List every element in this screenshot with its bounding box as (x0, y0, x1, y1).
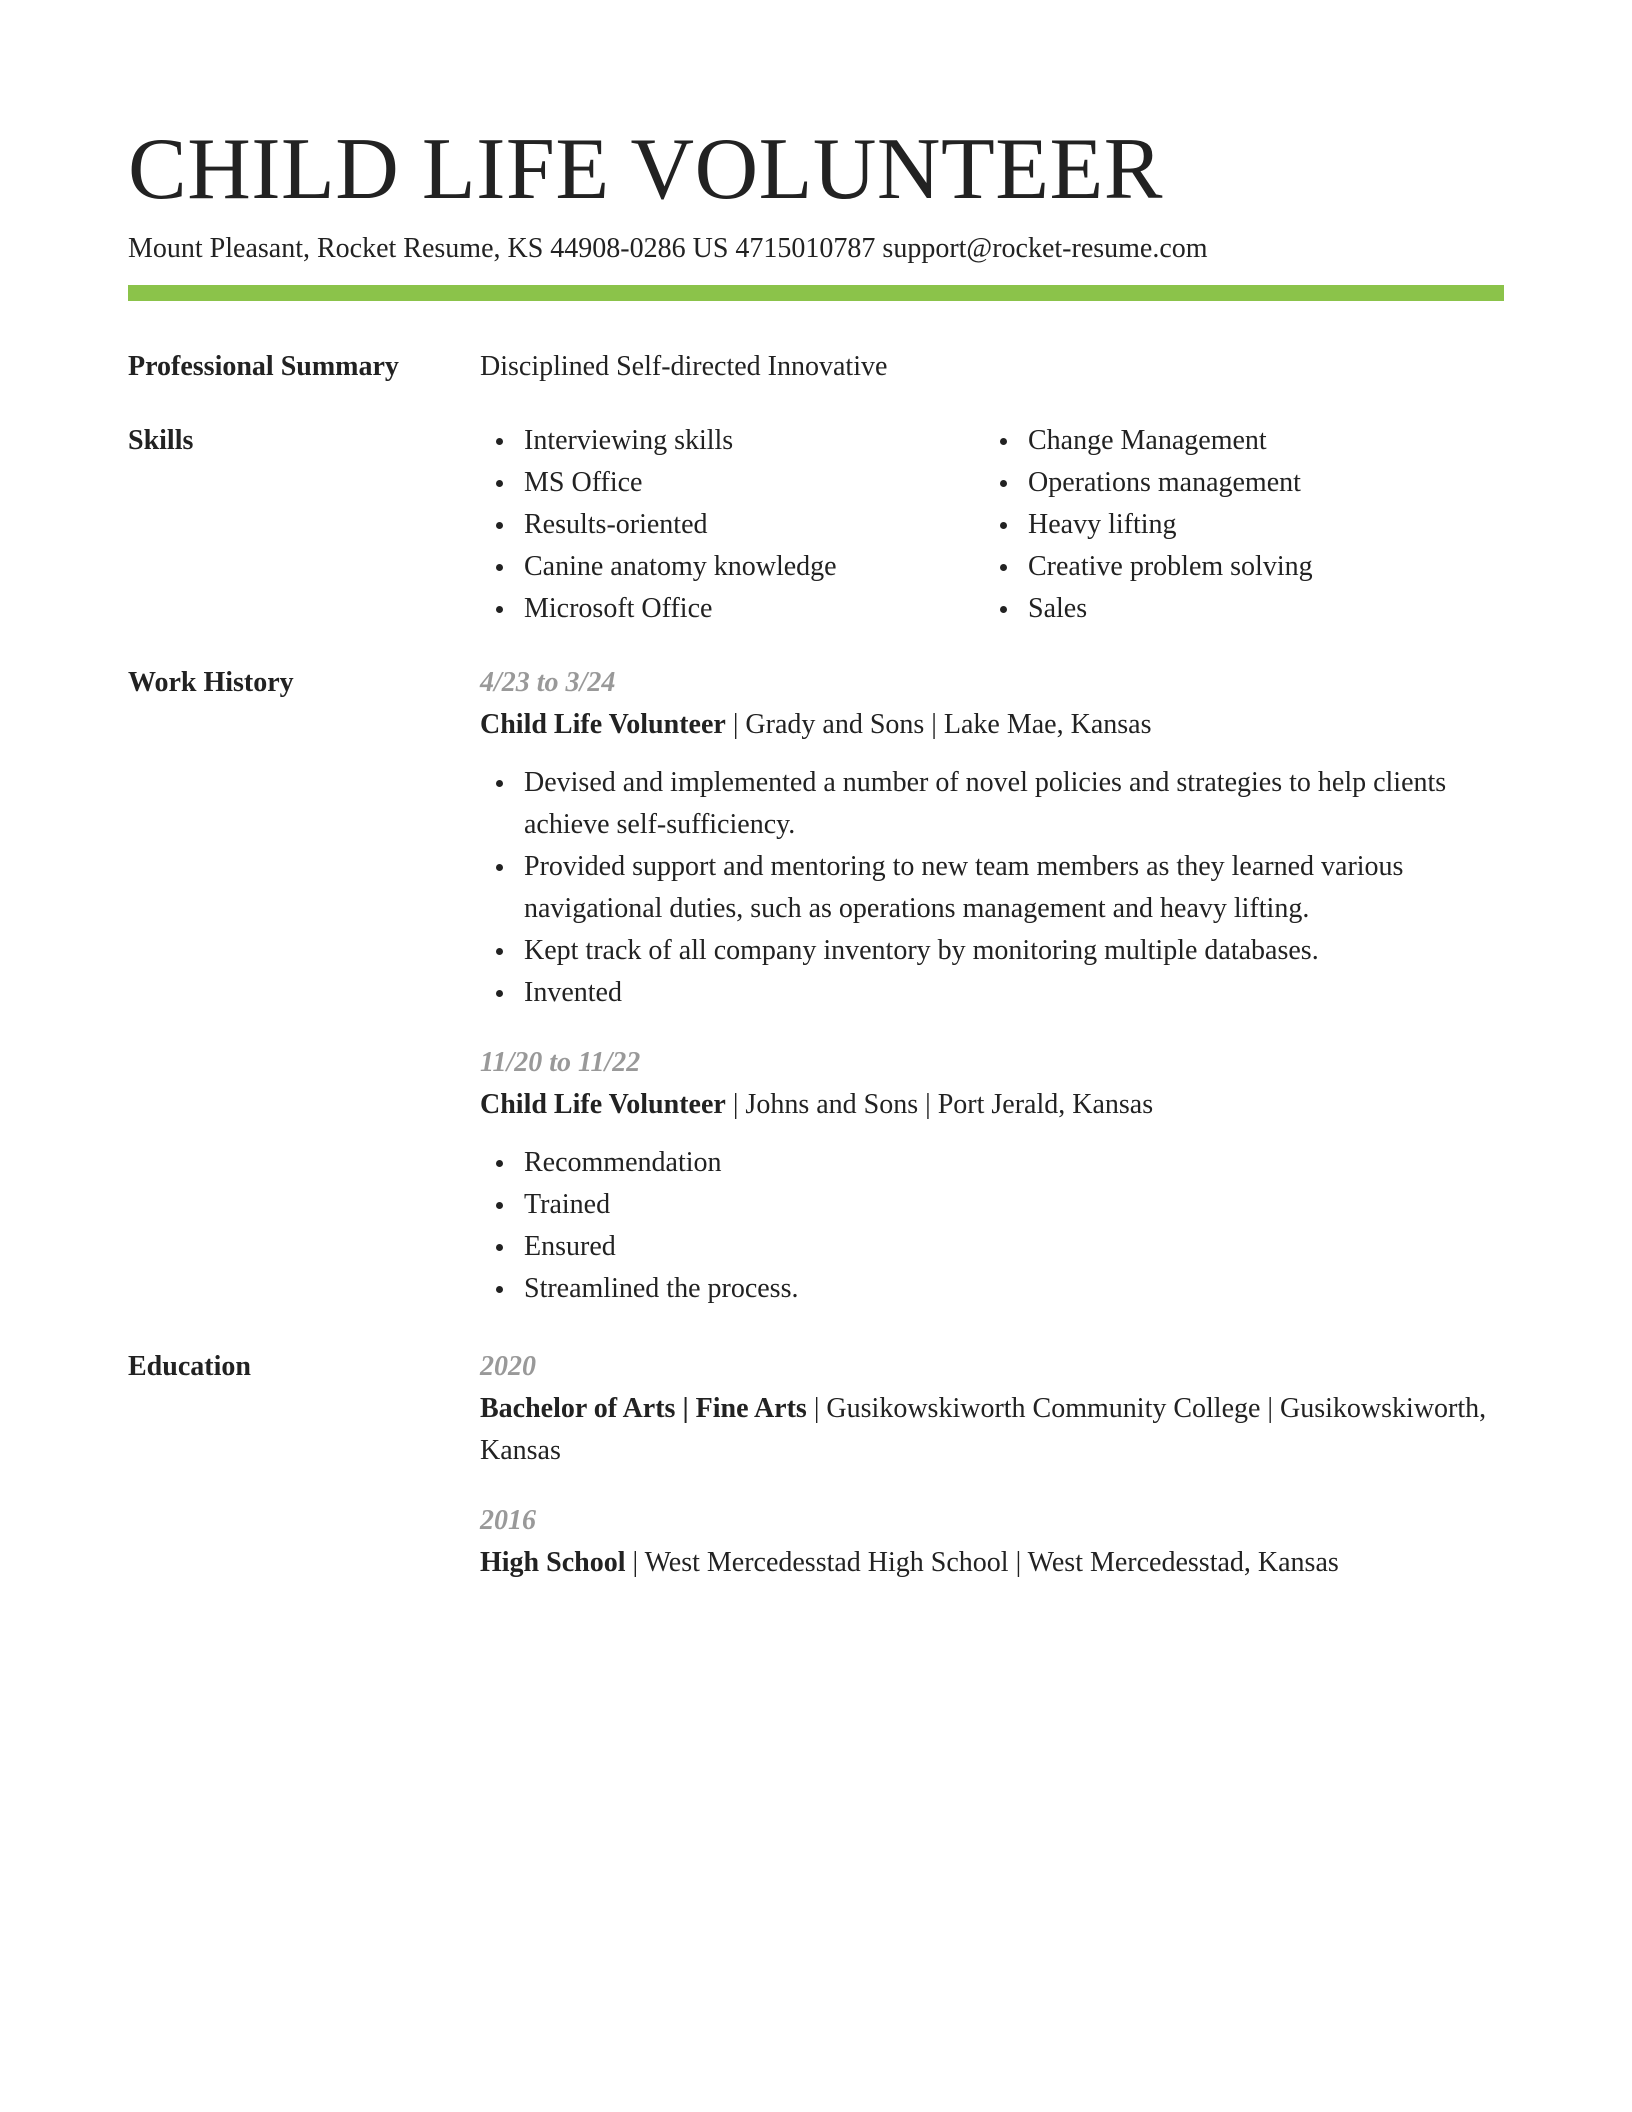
skill-item: Heavy lifting (1028, 504, 1548, 546)
contact-email: support@rocket-resume.com (882, 233, 1208, 264)
job-employer-location: | Grady and Sons | Lake Mae, Kansas (725, 709, 1152, 740)
contact-address: Mount Pleasant, Rocket Resume, KS 44908-0286 US (128, 233, 729, 264)
skill-item: Sales (1028, 588, 1548, 630)
education-year: 2020 (480, 1351, 536, 1382)
degree: Bachelor of Arts | Fine Arts (480, 1393, 807, 1424)
job-employer-location: | Johns and Sons | Port Jerald, Kansas (725, 1089, 1154, 1120)
skills-list-left (480, 420, 1044, 630)
job-entry (480, 1042, 1504, 1310)
school-location: | West Mercedesstad High School | West Mercedesstad, Kansas (625, 1547, 1339, 1578)
education-heading: Education (128, 1351, 251, 1382)
education-entry (480, 1500, 1504, 1584)
job-title: Child Life Volunteer (480, 1089, 726, 1120)
job-bullets (480, 762, 1504, 1014)
header-divider (128, 285, 1504, 301)
job-dates: 4/23 to 3/24 (480, 667, 616, 698)
job-bullets (480, 1142, 1504, 1310)
school-location: | Gusikowskiworth Community College | Gusikowskiworth, Kansas (480, 1393, 1487, 1466)
education-heading-line (480, 1388, 1504, 1472)
job-title: Child Life Volunteer (480, 709, 726, 740)
job-bullet: Devised and implemented a number of novel policies and strategies to help clients achieve self-sufficiency. (524, 762, 1504, 846)
skill-item: Change Management (1028, 420, 1548, 462)
skill-item: Creative problem solving (1028, 546, 1548, 588)
contact-line (128, 230, 1208, 268)
skill-item: Canine anatomy knowledge (524, 546, 1044, 588)
resume-name: CHILD LIFE VOLUNTEER (128, 121, 1163, 218)
skill-item: Interviewing skills (524, 420, 1044, 462)
job-heading (480, 704, 1504, 746)
summary-heading: Professional Summary (128, 351, 399, 382)
job-dates: 11/20 to 11/22 (480, 1047, 641, 1078)
education-heading-line (480, 1542, 1504, 1584)
job-bullet: Ensured (524, 1226, 1504, 1268)
job-bullet: Provided support and mentoring to new team members as they learned various navigational duties, such as operations management and heavy lifting. (524, 846, 1504, 930)
skill-item: Results-oriented (524, 504, 1044, 546)
job-heading (480, 1084, 1504, 1126)
degree: High School (480, 1547, 626, 1578)
skill-item: Operations management (1028, 462, 1548, 504)
skills-list-right (984, 420, 1548, 630)
education-body (480, 1346, 1504, 1584)
work-history-heading: Work History (128, 667, 294, 698)
job-entry (480, 662, 1504, 1014)
education-entry (480, 1346, 1504, 1472)
education-year: 2016 (480, 1505, 536, 1536)
job-bullet: Streamlined the process. (524, 1268, 1504, 1310)
job-bullet: Trained (524, 1184, 1504, 1226)
job-bullet: Kept track of all company inventory by monitoring multiple databases. (524, 930, 1504, 972)
job-bullet: Invented (524, 972, 1504, 1014)
summary-text: Disciplined Self-directed Innovative (480, 351, 888, 382)
work-history-body (480, 662, 1504, 1310)
skills-heading: Skills (128, 425, 194, 456)
job-bullet: Recommendation (524, 1142, 1504, 1184)
contact-phone: 4715010787 (735, 233, 876, 264)
skill-item: MS Office (524, 462, 1044, 504)
skill-item: Microsoft Office (524, 588, 1044, 630)
